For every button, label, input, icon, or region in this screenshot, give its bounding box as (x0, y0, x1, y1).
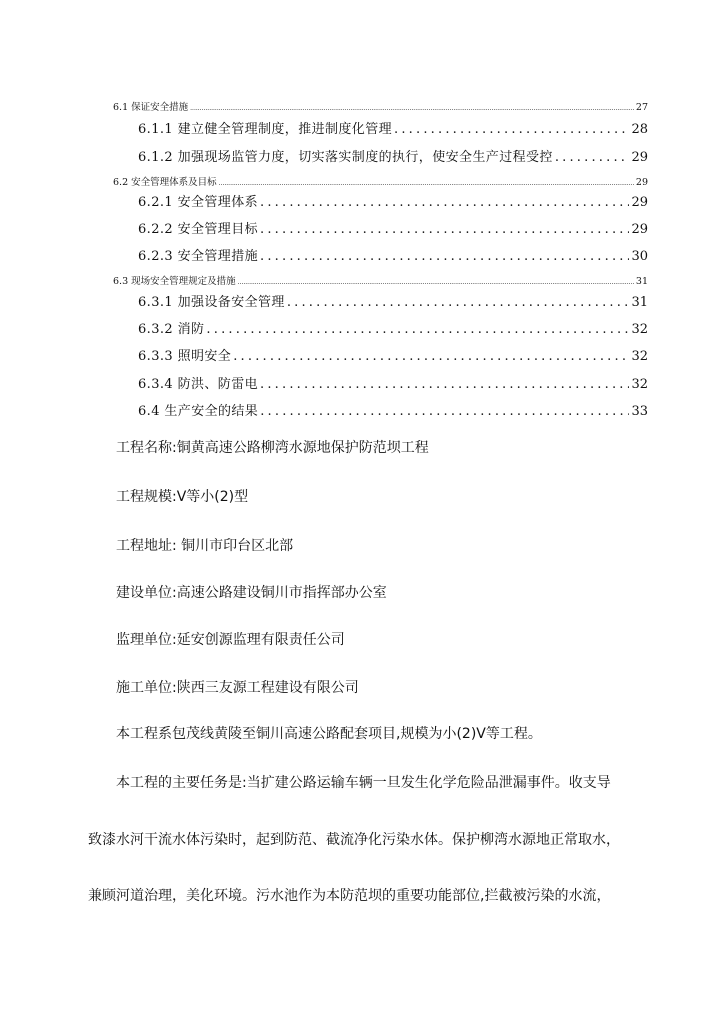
toc-page: 32 (631, 349, 648, 364)
toc-entry-6-2-1[interactable] (138, 191, 648, 211)
toc-entry-6-1[interactable] (113, 99, 648, 113)
toc-title: 6.4 生产安全的结果 (138, 404, 259, 419)
toc-page: 27 (635, 102, 648, 113)
paragraph-task-line-3: 兼顾河道治理，美化环境。污水池作为本防范坝的重要功能部位,拦截被污染的水流， (88, 888, 611, 904)
toc-leader (287, 295, 630, 310)
paragraph-task-line-2: 致漆水河干流水体污染时，起到防范、截流净化污染水体。保护柳湾水源地正常取水， (88, 832, 620, 848)
toc-title: 6.1 保证安全措施 (113, 102, 189, 113)
toc-leader (206, 322, 629, 337)
toc-title: 6.3 现场安全管理规定及措施 (113, 276, 236, 287)
toc-title: 6.3.2 消防 (138, 322, 205, 337)
project-location: 工程地址: 铜川市印台区北部 (116, 538, 294, 554)
project-constructor: 施工单位:陕西三友源工程建设有限公司 (116, 680, 359, 696)
toc-title: 6.2.2 安全管理目标 (138, 222, 259, 237)
toc-entry-6-3-3[interactable] (138, 345, 648, 365)
toc-title: 6.2.3 安全管理措施 (138, 249, 259, 264)
toc-leader (219, 180, 634, 187)
toc-page: 32 (631, 377, 648, 392)
toc-leader (260, 195, 629, 210)
toc-entry-6-2-3[interactable] (138, 245, 648, 265)
project-supervisor: 监理单位:延安创源监理有限责任公司 (116, 632, 345, 648)
toc-title: 6.3.3 照明安全 (138, 349, 232, 364)
toc-leader (260, 404, 629, 419)
toc-entry-6-3[interactable] (113, 273, 648, 287)
toc-leader (394, 122, 629, 137)
toc-page: 32 (631, 322, 648, 337)
toc-page: 30 (631, 249, 648, 264)
paragraph-intro: 本工程系包茂线黄陵至铜川高速公路配套项目,规模为小(2)Ⅴ等工程。 (116, 726, 542, 742)
toc-page: 29 (631, 222, 648, 237)
toc-leader (260, 249, 629, 264)
toc-page: 31 (635, 276, 648, 287)
toc-entry-6-2-2[interactable] (138, 218, 648, 238)
toc-entry-6-4[interactable] (138, 400, 648, 420)
toc-leader (233, 349, 629, 364)
toc-title: 6.3.4 防洪、防雷电 (138, 377, 259, 392)
toc-entry-6-2[interactable] (113, 174, 648, 188)
toc-entry-6-3-2[interactable] (138, 318, 648, 338)
toc-title: 6.1.1 建立健全管理制度，推进制度化管理 (138, 122, 393, 137)
toc-leader (260, 222, 629, 237)
toc-leader (238, 279, 634, 286)
toc-page: 29 (635, 177, 648, 188)
toc-page: 28 (631, 122, 648, 137)
toc-page: 29 (631, 150, 648, 165)
toc-leader (555, 150, 630, 165)
project-scale: 工程规模:Ⅴ等小(2)型 (116, 489, 249, 505)
toc-leader (190, 105, 634, 112)
project-builder: 建设单位:高速公路建设铜川市指挥部办公室 (116, 585, 387, 601)
toc-title: 6.2 安全管理体系及目标 (113, 177, 217, 188)
toc-title: 6.1.2 加强现场监管力度，切实落实制度的执行，使安全生产过程受控 (138, 150, 553, 165)
toc-title: 6.3.1 加强设备安全管理 (138, 295, 285, 310)
toc-page: 33 (631, 404, 648, 419)
toc-leader (260, 377, 629, 392)
toc-entry-6-3-4[interactable] (138, 373, 648, 393)
toc-title: 6.2.1 安全管理体系 (138, 195, 259, 210)
project-name: 工程名称:铜黄高速公路柳湾水源地保护防范坝工程 (116, 440, 429, 456)
toc-page: 31 (631, 295, 648, 310)
toc-entry-6-3-1[interactable] (138, 291, 648, 311)
toc-entry-6-1-1[interactable] (138, 118, 648, 138)
toc-entry-6-1-2[interactable] (138, 146, 648, 166)
toc-page: 29 (631, 195, 648, 210)
paragraph-task-line-1: 本工程的主要任务是:当扩建公路运输车辆一旦发生化学危险品泄漏事件。收支导 (116, 775, 611, 791)
